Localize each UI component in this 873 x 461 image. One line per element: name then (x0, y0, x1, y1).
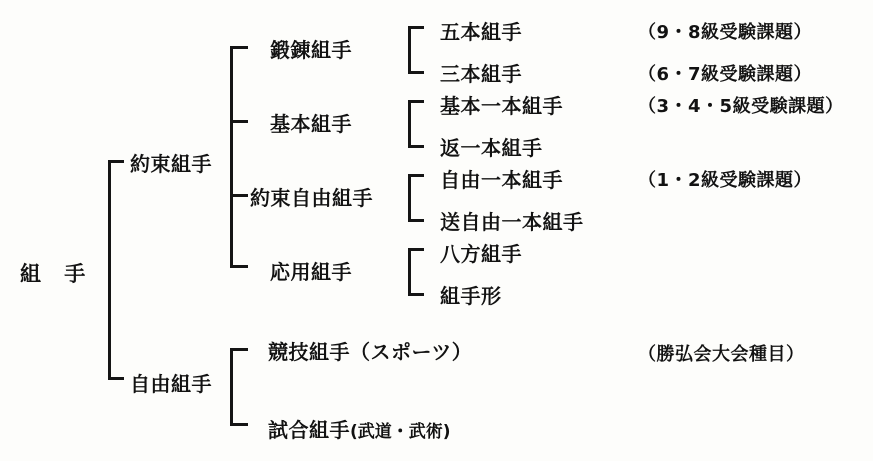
note-gohon: （9・8級受験課題） (638, 22, 813, 43)
root-bracket (108, 160, 124, 380)
node-label-yakusoku-jiyu: 約束自由組手 (250, 186, 373, 210)
leaf-label-happo: 八方組手 (440, 242, 522, 266)
note-kyogi: （勝弘会大会種目） (638, 344, 805, 365)
tanren-bracket (408, 26, 424, 74)
root-label: 組 手 (20, 262, 94, 286)
leaf-label-sanbon: 三本組手 (440, 62, 522, 86)
yakusoku-tick-2 (230, 120, 248, 123)
branch-label-yakusoku: 約束組手 (130, 152, 212, 176)
node-label-kyogi-kumite: 競技組手（スポーツ） (268, 340, 473, 364)
node-label-shiai-kumite-group (268, 414, 451, 443)
node-label-oyo: 応用組手 (270, 260, 352, 284)
branch-label-jiyu: 自由組手 (130, 372, 212, 396)
note-jiyu-ippon: （1・2級受験課題） (638, 170, 813, 191)
leaf-label-okuri-jiyu-ippon: 送自由一本組手 (440, 210, 584, 234)
leaf-label-kihon-ippon: 基本一本組手 (440, 94, 563, 118)
note-kihon-ippon: （3・4・5級受験課題） (638, 96, 844, 117)
jiyu-bracket (230, 348, 248, 426)
kihon-bracket (408, 100, 424, 148)
node-label-shiai-kumite: 試合組手 (268, 418, 350, 442)
leaf-label-jiyu-ippon: 自由一本組手 (440, 168, 563, 192)
node-label-kihon: 基本組手 (270, 112, 352, 136)
leaf-label-kaeshi-ippon: 返一本組手 (440, 136, 543, 160)
yakusoku-jiyu-bracket (408, 174, 424, 222)
yakusoku-tick-3 (230, 194, 248, 197)
note-sanbon: （6・7級受験課題） (638, 64, 813, 85)
node-sublabel-shiai-kumite: (武道・武術) (350, 422, 451, 442)
yakusoku-bracket (230, 46, 248, 268)
node-label-tanren: 鍛錬組手 (270, 38, 352, 62)
leaf-label-kumite-kata: 組手形 (440, 284, 502, 308)
oyo-bracket (408, 248, 424, 296)
leaf-label-gohon: 五本組手 (440, 20, 522, 44)
